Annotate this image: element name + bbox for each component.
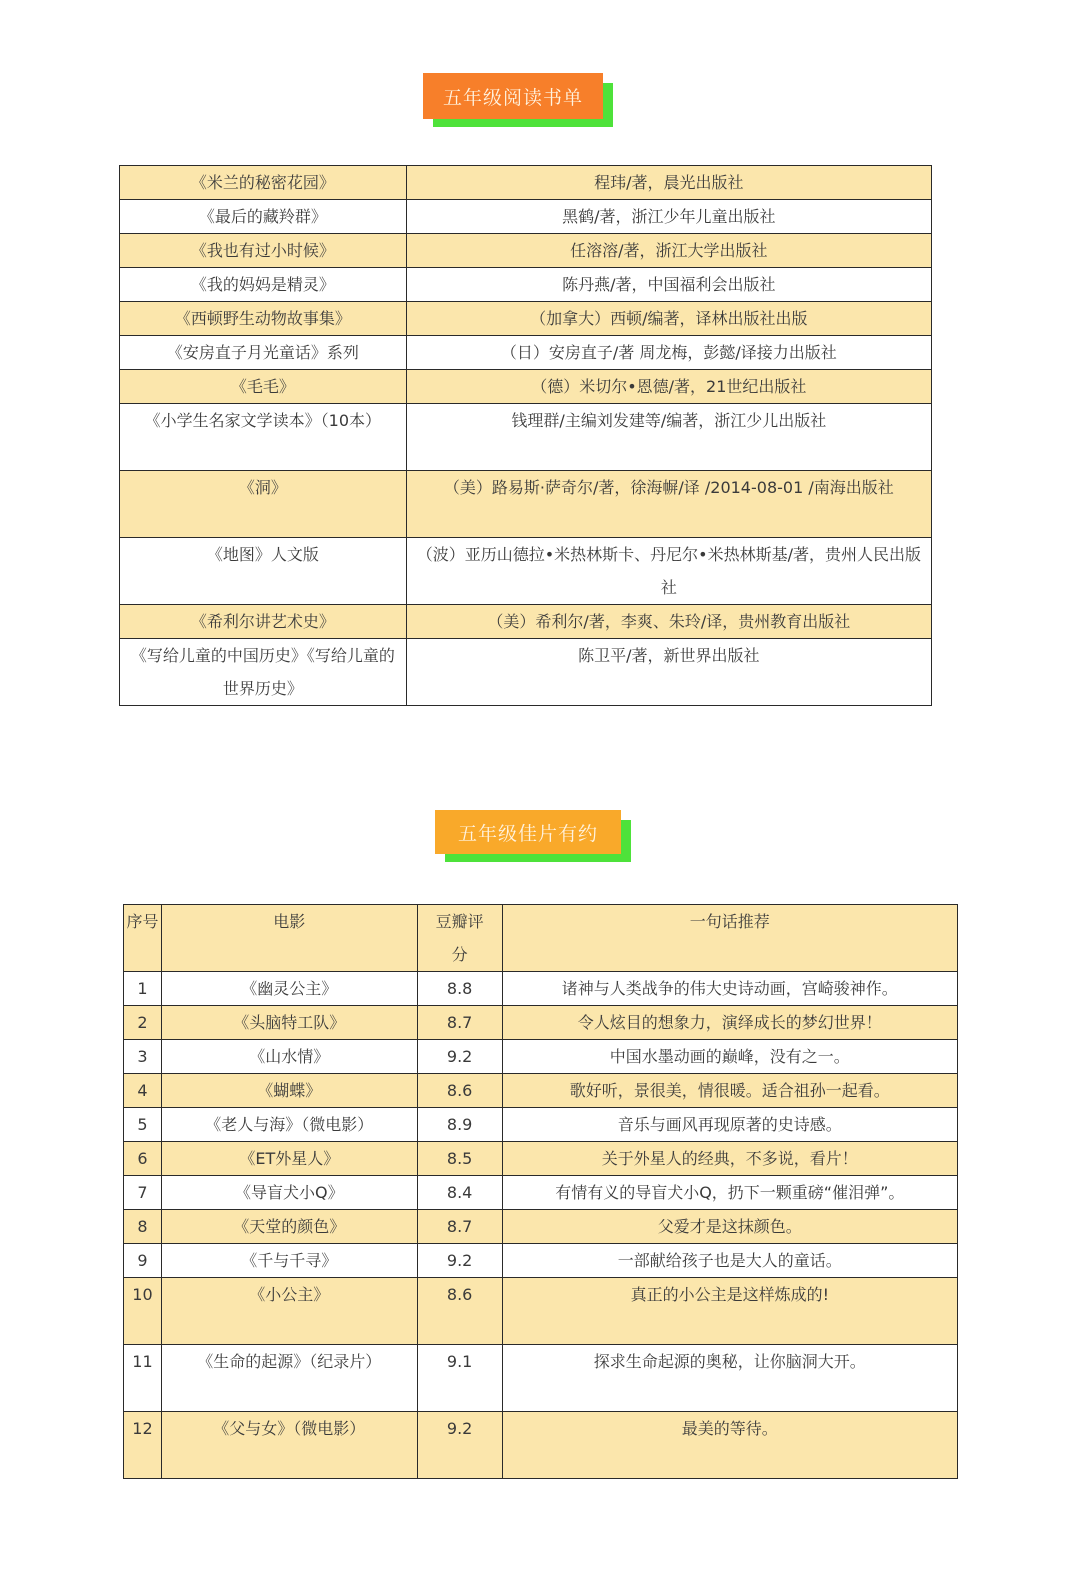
table-row: [124, 1006, 958, 1040]
table-row: [124, 1210, 958, 1244]
header-comment: 一句话推荐: [502, 905, 957, 972]
movie-index: 5: [124, 1108, 162, 1142]
movie-index: 11: [124, 1345, 162, 1412]
reading-list-title-badge: [423, 73, 613, 127]
movie-comment: 关于外星人的经典，不多说，看片！: [502, 1142, 957, 1176]
movie-list-title-badge: [435, 810, 631, 862]
header-rating: 豆瓣评分: [417, 905, 502, 972]
movie-title: 《幽灵公主》: [161, 972, 417, 1006]
movie-rating: 9.2: [417, 1412, 502, 1479]
movie-index: 1: [124, 972, 162, 1006]
movie-title: 《导盲犬小Q》: [161, 1176, 417, 1210]
movie-rating: 8.6: [417, 1278, 502, 1345]
movie-title: 《天堂的颜色》: [161, 1210, 417, 1244]
movie-index: 10: [124, 1278, 162, 1345]
book-title: 《安房直子月光童话》系列: [120, 336, 407, 370]
book-title: 《毛毛》: [120, 370, 407, 404]
movie-index: 3: [124, 1040, 162, 1074]
table-row: [124, 1040, 958, 1074]
movie-comment: 探求生命起源的奥秘，让你脑洞大开。: [502, 1345, 957, 1412]
book-info: 任溶溶/著，浙江大学出版社: [406, 234, 931, 268]
movie-comment: 最美的等待。: [502, 1412, 957, 1479]
movie-comment: 有情有义的导盲犬小Q，扔下一颗重磅“催泪弹”。: [502, 1176, 957, 1210]
movie-title: 《ET外星人》: [161, 1142, 417, 1176]
movie-comment: 一部献给孩子也是大人的童话。: [502, 1244, 957, 1278]
movie-rating: 9.2: [417, 1040, 502, 1074]
table-row: [124, 1412, 958, 1479]
movie-rating: 8.8: [417, 972, 502, 1006]
book-info: 陈卫平/著，新世界出版社: [406, 639, 931, 706]
movie-comment: 诸神与人类战争的伟大史诗动画，宫崎骏神作。: [502, 972, 957, 1006]
table-row: [120, 605, 932, 639]
book-title: 《米兰的秘密花园》: [120, 166, 407, 200]
table-row: [120, 538, 932, 605]
movie-title: 《小公主》: [161, 1278, 417, 1345]
book-info: 钱理群/主编刘发建等/编著，浙江少儿出版社: [406, 404, 931, 471]
header-movie: 电影: [161, 905, 417, 972]
movie-index: 9: [124, 1244, 162, 1278]
movie-comment: 令人炫目的想象力，演绎成长的梦幻世界！: [502, 1006, 957, 1040]
book-title: 《写给儿童的中国历史》《写给儿童的世界历史》: [120, 639, 407, 706]
movie-comment: 真正的小公主是这样炼成的!: [502, 1278, 957, 1345]
reading-list-table: [119, 165, 932, 706]
book-title: 《小学生名家文学读本》（10本）: [120, 404, 407, 471]
table-row: [124, 1108, 958, 1142]
book-title: 《洞》: [120, 471, 407, 538]
book-info: （加拿大）西顿/编著，译林出版社出版: [406, 302, 931, 336]
book-title: 《地图》人文版: [120, 538, 407, 605]
movie-title: 《父与女》（微电影）: [161, 1412, 417, 1479]
table-row: [120, 370, 932, 404]
movie-comment: 音乐与画风再现原著的史诗感。: [502, 1108, 957, 1142]
movie-title: 《生命的起源》（纪录片）: [161, 1345, 417, 1412]
movie-rating: 9.1: [417, 1345, 502, 1412]
movie-comment: 中国水墨动画的巅峰，没有之一。: [502, 1040, 957, 1074]
movie-rating: 8.5: [417, 1142, 502, 1176]
book-title: 《我也有过小时候》: [120, 234, 407, 268]
table-row: [124, 1142, 958, 1176]
movie-index: 12: [124, 1412, 162, 1479]
movie-rating: 8.9: [417, 1108, 502, 1142]
book-info: 程玮/著，晨光出版社: [406, 166, 931, 200]
movie-index: 8: [124, 1210, 162, 1244]
table-row: [120, 336, 932, 370]
table-row: [120, 302, 932, 336]
movie-list-title: 五年级佳片有约: [435, 810, 621, 854]
table-row: [120, 268, 932, 302]
movie-title: 《山水情》: [161, 1040, 417, 1074]
table-row: [124, 1278, 958, 1345]
movie-rating: 8.6: [417, 1074, 502, 1108]
reading-list-title: 五年级阅读书单: [423, 73, 603, 119]
table-row: [124, 1244, 958, 1278]
book-info: 黑鹤/著，浙江少年儿童出版社: [406, 200, 931, 234]
table-header-row: [124, 905, 958, 972]
movie-rating: 8.4: [417, 1176, 502, 1210]
movie-index: 4: [124, 1074, 162, 1108]
table-row: [124, 1074, 958, 1108]
table-row: [120, 166, 932, 200]
movie-index: 2: [124, 1006, 162, 1040]
movie-rating: 9.2: [417, 1244, 502, 1278]
table-row: [124, 1345, 958, 1412]
movie-list-table: [123, 904, 958, 1479]
book-title: 《最后的藏羚群》: [120, 200, 407, 234]
movie-rating: 8.7: [417, 1210, 502, 1244]
movie-comment: 歌好听，景很美，情很暖。适合祖孙一起看。: [502, 1074, 957, 1108]
header-index: 序号: [124, 905, 162, 972]
book-info: （德）米切尔•恩德/著，21世纪出版社: [406, 370, 931, 404]
book-title: 《我的妈妈是精灵》: [120, 268, 407, 302]
movie-index: 6: [124, 1142, 162, 1176]
book-title: 《西顿野生动物故事集》: [120, 302, 407, 336]
table-row: [124, 1176, 958, 1210]
movie-title: 《老人与海》（微电影）: [161, 1108, 417, 1142]
movie-title: 《蝴蝶》: [161, 1074, 417, 1108]
table-row: [124, 972, 958, 1006]
table-row: [120, 200, 932, 234]
movie-title: 《头脑特工队》: [161, 1006, 417, 1040]
book-title: 《希利尔讲艺术史》: [120, 605, 407, 639]
table-row: [120, 234, 932, 268]
movie-title: 《千与千寻》: [161, 1244, 417, 1278]
movie-index: 7: [124, 1176, 162, 1210]
movie-comment: 父爱才是这抹颜色。: [502, 1210, 957, 1244]
table-row: [120, 639, 932, 706]
movie-rating: 8.7: [417, 1006, 502, 1040]
book-info: （波）亚历山德拉•米热林斯卡、丹尼尔•米热林斯基/著，贵州人民出版社: [406, 538, 931, 605]
book-info: （美）希利尔/著，李爽、朱玲/译，贵州教育出版社: [406, 605, 931, 639]
table-row: [120, 404, 932, 471]
table-row: [120, 471, 932, 538]
book-info: 陈丹燕/著，中国福利会出版社: [406, 268, 931, 302]
book-info: （日）安房直子/著 周龙梅，彭懿/译接力出版社: [406, 336, 931, 370]
book-info: （美）路易斯·萨奇尔/著，徐海幈/译 /2014-08-01 /南海出版社: [406, 471, 931, 538]
